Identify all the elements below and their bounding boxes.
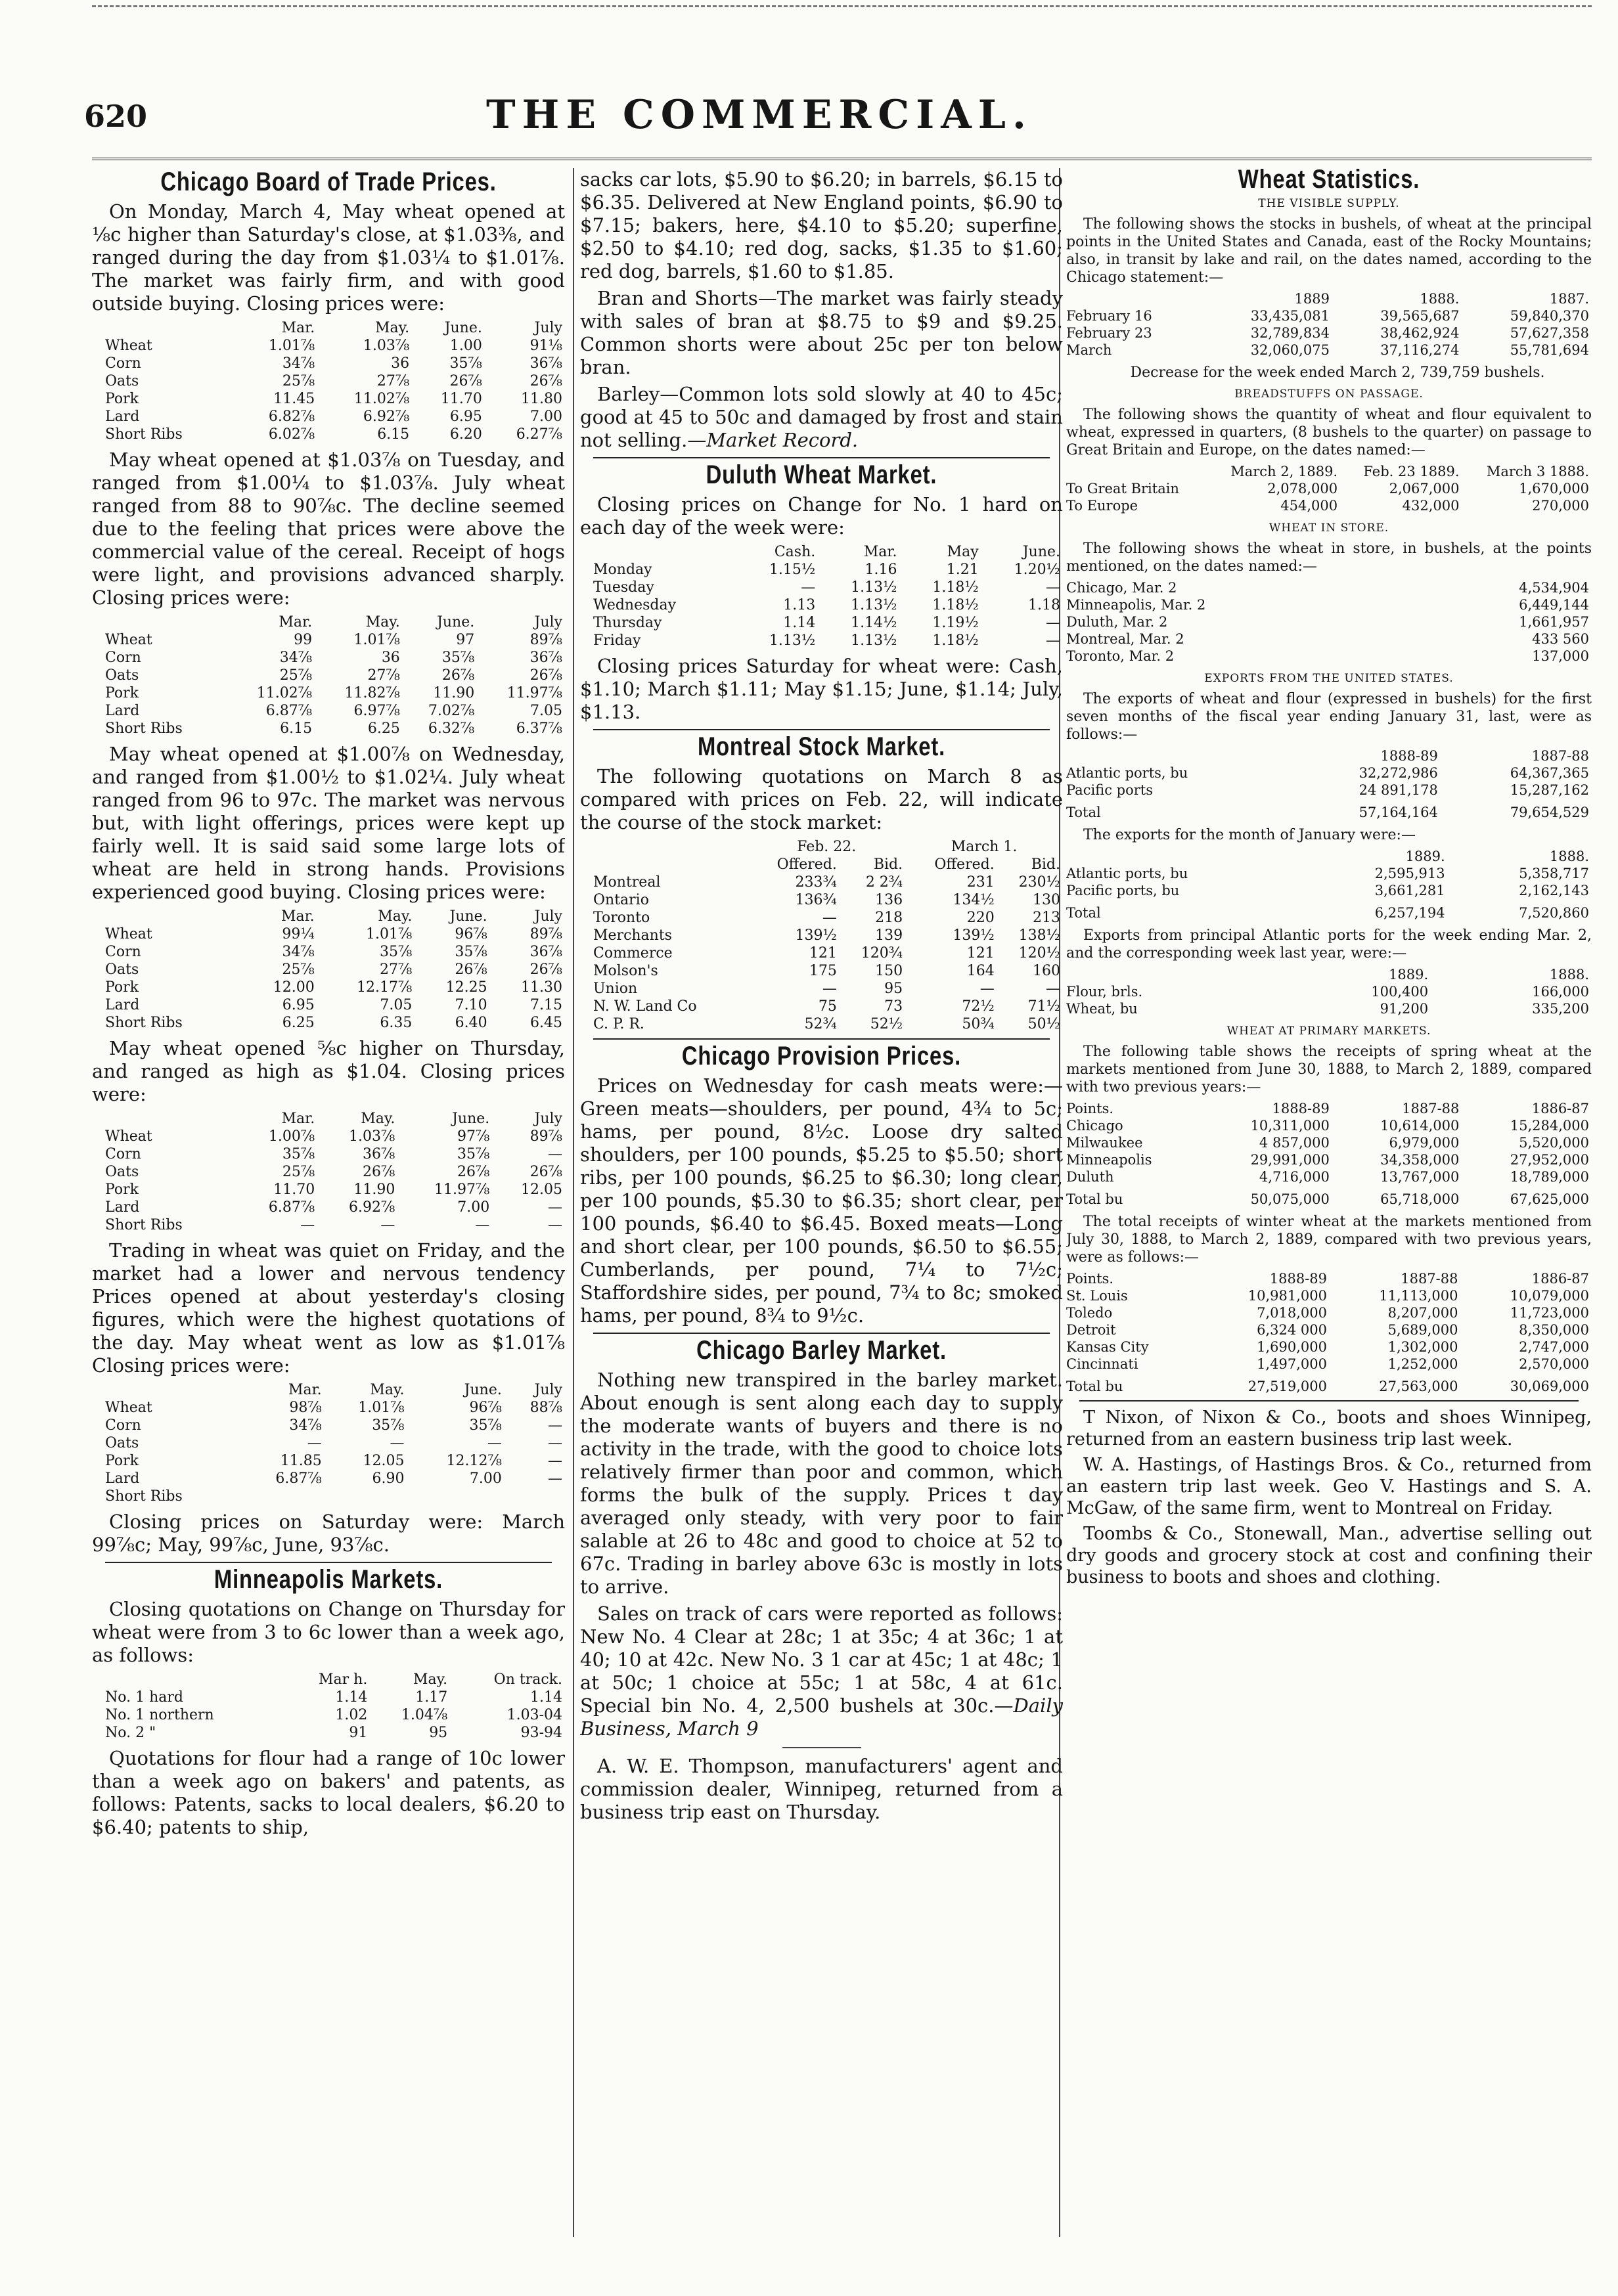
section-rule — [782, 1747, 861, 1748]
section-rule — [593, 457, 1050, 458]
spring-wheat-table: Points. 1888-89 1887-88 1886-87 Chicago 10,311,000 10,614,000 15,284,000 Milwaukee 4 857,000 6,979,000 5,520,000 Minneapolis 29,991,000 34,358,000 27,952,000 Duluth 4,716,000 13,767,000 18,789,000 Total bu 50,075,000 65,718,000 67,625,000 — [1066, 1100, 1592, 1208]
table-row: Pork 11.70 11.90 11.97⅞ 12.05 — [105, 1181, 562, 1198]
table-row: Cincinnati 1,497,000 1,252,000 2,570,000 — [1066, 1356, 1589, 1372]
table-row: Short Ribs 6.02⅞ 6.15 6.20 6.27⅞ — [105, 426, 562, 443]
table-row: Oats 25⅞ 26⅞ 26⅞ 26⅞ — [105, 1164, 562, 1180]
table-row: Minneapolis 29,991,000 34,358,000 27,952,000 — [1066, 1152, 1589, 1168]
table-row: Wheat 1.00⅞ 1.03⅞ 97⅞ 89⅞ — [105, 1128, 562, 1145]
paragraph: The following quotations on March 8 as compared with prices on Feb. 22, will indicate the course of the stock market: — [580, 765, 1063, 833]
table-row: Chicago, Mar. 2 4,534,904 — [1066, 580, 1589, 596]
table-row: To Great Britain 2,078,000 2,067,000 1,670,000 — [1066, 481, 1589, 497]
top-dashed-rule — [92, 5, 1592, 7]
table-row: Monday 1.15½ 1.16 1.21 1.20½ — [593, 562, 1060, 578]
paragraph: The following shows the stocks in bushels, of wheat at the principal points in the United States and Canada, east of the Rocky Mountains; also, in transit by lake and rail, on the dates named, according to the Chicago statement:— — [1066, 216, 1592, 286]
table-row: Lard 6.95 7.05 7.10 7.15 — [105, 997, 562, 1013]
column-divider — [573, 168, 574, 2237]
price-table-friday: Mar. May. June. July Wheat 98⅞ 1.01⅞ 96⅞ 88⅞ Corn 34⅞ 35⅞ 35⅞ — Oats — — — — Pork 11.85 12.05 12.12⅞ — Lard 6.87⅞ 6.90 7.00 — Short Ribs — [92, 1381, 565, 1505]
store-table — [1066, 579, 1592, 665]
table-row: Minneapolis, Mar. 2 6,449,144 — [1066, 597, 1589, 613]
masthead-title: THE COMMERCIAL. — [486, 92, 1033, 138]
headline-wheat-statistics: Wheat Statistics. — [1238, 168, 1420, 194]
paragraph: On Monday, March 4, May wheat opened at ⅛c higher than Saturday's close, at $1.03⅜, and ranged during the day from $1.03¼ to $1.01⅞. The market was fairly firm, and with good outside buying. Closing prices were: — [92, 200, 565, 315]
visible-supply-table: 1889 1888. 1887. February 16 33,435,081 39,565,687 59,840,370 February 23 32,789,834 38,462,924 57,627,358 March 32,060,075 37,116,274 55,781,694 — [1066, 290, 1592, 359]
paragraph: May wheat opened at $1.03⅞ on Tuesday, and ranged from $1.00¼ to $1.03⅞. July wheat ranged from 88 to 90⅞c. The decline seemed due to the feeling that prices were above the commercial value of the cereal. Receipt of hogs were light, and provisions advanced sharply. Closing prices were: — [92, 449, 565, 609]
subheading: WHEAT AT PRIMARY MARKETS. — [1226, 1025, 1431, 1038]
table-row: Toledo 7,018,000 8,207,000 11,723,000 — [1066, 1305, 1589, 1321]
headline-barley: Chicago Barley Market. — [696, 1336, 947, 1365]
table-row: February 23 32,789,834 38,462,924 57,627,358 — [1066, 325, 1589, 341]
section-rule — [593, 1333, 1050, 1334]
table-row: Wednesday 1.13 1.13½ 1.18½ 1.18 — [593, 597, 1060, 613]
paragraph: sacks car lots, $5.90 to $6.20; in barrels, $6.15 to $6.35. Delivered at New England points, $6.90 to $7.15; bakers, here, $4.10 to $5.20; superfine, $2.50 to $4.10; red dog, sacks, $1.35 to $1.60; red dog, barrels, $1.60 to $1.85. — [580, 168, 1063, 282]
page-number: 620 — [84, 99, 148, 134]
table-row: C. P. R. 52¾ 52½ 50¾ 50½ — [593, 1016, 1060, 1032]
table-row: Corn 35⅞ 36⅞ 35⅞ — — [105, 1146, 562, 1162]
paragraph: Bran and Shorts—The market was fairly steady with sales of bran at $8.75 to $9 and $9.25. Common shorts were about 25c per ton below bran. — [580, 287, 1063, 378]
paragraph: May wheat opened at $1.00⅞ on Wednesday, and ranged from $1.00½ to $1.02¼. July wheat ranged from 96 to 97c. The market was nervous but, with light offerings, prices were kept up fairly well. It is said said some large lots of wheat are held in strong hands. Provisions experienced good buying. Closing prices were: — [92, 743, 565, 903]
table-row: Chicago 10,311,000 10,614,000 15,284,000 — [1066, 1118, 1589, 1134]
table-row: N. W. Land Co 75 73 72½ 71½ — [593, 998, 1060, 1015]
subheading: THE VISIBLE SUPPLY. — [1258, 197, 1400, 210]
column-1 — [92, 168, 565, 1843]
subheading: BREADSTUFFS ON PASSAGE. — [1234, 387, 1424, 401]
table-row: Pork 11.85 12.05 12.12⅞ — — [105, 1453, 562, 1469]
news-item: W. A. Hastings, of Hastings Bros. & Co., returned from an eastern trip last week. Geo V. Hastings and S. A. McGaw, of the same firm, went to Montreal on Friday. — [1066, 1455, 1592, 1518]
exports-january-table: 1889. 1888. Atlantic ports, bu 2,595,913 5,358,717 Pacific ports, bu 3,661,281 2,162,143 Total 6,257,194 7,520,860 — [1066, 848, 1592, 921]
table-row: St. Louis 10,981,000 11,113,000 10,079,000 — [1066, 1288, 1589, 1304]
headline-chicago-board: Chicago Board of Trade Prices. — [160, 168, 497, 196]
table-row: Oats 25⅞ 27⅞ 26⅞ 26⅞ — [105, 961, 562, 978]
paragraph: Trading in wheat was quiet on Friday, and the market had a lower and nervous tendency Prices opened at about yesterday's closing figures, which were the highest quotations of the day. May wheat went as low as $1.01⅞ Closing prices were: — [92, 1239, 565, 1377]
table-total-row: Total 6,257,194 7,520,860 — [1066, 905, 1589, 921]
table-row: Oats 25⅞ 27⅞ 26⅞ 26⅞ — [105, 667, 562, 684]
section-rule — [105, 1562, 552, 1563]
paragraph: The following shows the wheat in store, in bushels, at the points mentioned, on the dates named:— — [1066, 541, 1592, 575]
table-row: Corn 34⅞ 35⅞ 35⅞ — — [105, 1417, 562, 1434]
passage-table: March 2, 1889. Feb. 23 1889. March 3 1888. To Great Britain 2,078,000 2,067,000 1,670,000 To Europe 454,000 432,000 270,000 — [1066, 463, 1592, 514]
paragraph: Exports from principal Atlantic ports for the week ending Mar. 2, and the corresponding week last year, were:— — [1066, 927, 1592, 961]
table-row: Kansas City 1,690,000 1,302,000 2,747,000 — [1066, 1339, 1589, 1355]
table-total-row: Total bu 27,519,000 27,563,000 30,069,000 — [1066, 1379, 1589, 1394]
table-row: Pacific ports 24 891,178 15,287,162 — [1066, 782, 1589, 798]
table-row: Atlantic ports, bu 2,595,913 5,358,717 — [1066, 866, 1589, 881]
price-table-thursday: Mar. May. June. July Wheat 1.00⅞ 1.03⅞ 97⅞ 89⅞ Corn 35⅞ 36⅞ 35⅞ — Oats 25⅞ 26⅞ 26⅞ 26⅞ Pork 11.70 11.90 11.97⅞ 12.05 Lard 6.87⅞ 6.92⅞ 7.00 — Short Ribs — — — — — [92, 1110, 565, 1234]
table-row: February 16 33,435,081 39,565,687 59,840,370 — [1066, 308, 1589, 324]
table-row: Merchants 139½ 139 139½ 138½ — [593, 927, 1060, 944]
price-table-wednesday: Mar. May. June. July Wheat 99¼ 1.01⅞ 96⅞ 89⅞ Corn 34⅞ 35⅞ 35⅞ 36⅞ Oats 25⅞ 27⅞ 26⅞ 26⅞ Pork 12.00 12.17⅞ 12.25 11.30 Lard 6.95 7.05 7.10 7.15 Short Ribs 6.25 6.35 6.40 6.45 — [92, 908, 565, 1032]
source-credit: —Market Record. — [687, 429, 859, 451]
news-item: Toombs & Co., Stonewall, Man., advertise selling out dry goods and grocery stock at cost and confining their business to boots and shoes and clothing. — [1066, 1524, 1592, 1587]
table-row: Oats 25⅞ 27⅞ 26⅞ 26⅞ — [105, 373, 562, 389]
price-table-monday: Mar. May. June. July Wheat 1.01⅞ 1.03⅞ 1.00 91⅛ Corn 34⅞ 36 35⅞ 36⅞ Oats 25⅞ 27⅞ 26⅞ 26⅞ Pork 11.45 11.02⅞ 11.70 11.80 Lard 6.82⅞ 6.92⅞ 6.95 7.00 Short Ribs 6.02⅞ 6.15 6.20 6.27⅞ — [92, 319, 565, 443]
table-row: Friday 1.13½ 1.13½ 1.18½ — — [593, 632, 1060, 649]
table-row: Milwaukee 4 857,000 6,979,000 5,520,000 — [1066, 1135, 1589, 1151]
table-row: Lard 6.82⅞ 6.92⅞ 6.95 7.00 — [105, 408, 562, 425]
table-row: March 32,060,075 37,116,274 55,781,694 — [1066, 342, 1589, 358]
price-table-tuesday: Mar. May. June. July Wheat 99 1.01⅞ 97 89⅞ Corn 34⅞ 36 35⅞ 36⅞ Oats 25⅞ 27⅞ 26⅞ 26⅞ Pork 11.02⅞ 11.82⅞ 11.90 11.97⅞ Lard 6.87⅞ 6.97⅞ 7.02⅞ 7.05 Short Ribs 6.15 6.25 6.32⅞ 6.37⅞ — [92, 613, 565, 738]
table-row: Short Ribs 6.15 6.25 6.32⅞ 6.37⅞ — [105, 720, 562, 737]
table-row: Lard 6.87⅞ 6.90 7.00 — — [105, 1470, 562, 1487]
masthead-rule — [92, 158, 1592, 160]
table-row: No. 2 " 91 95 93-94 — [105, 1725, 562, 1741]
table-row: Detroit 6,324 000 5,689,000 8,350,000 — [1066, 1322, 1589, 1338]
table-row: Commerce 121 120¾ 121 120½ — [593, 945, 1060, 961]
table-row: Atlantic ports, bu 32,272,986 64,367,365 — [1066, 765, 1589, 781]
table-row: Wheat, bu 91,200 335,200 — [1066, 1001, 1589, 1017]
table-row: Montreal 233¾ 2 2¾ 231 230½ — [593, 874, 1060, 891]
table-row: Union — 95 — — — [593, 981, 1060, 997]
headline-minneapolis: Minneapolis Markets. — [213, 1565, 443, 1594]
news-item: T Nixon, of Nixon & Co., boots and shoes Winnipeg, returned from an eastern business trip last week. — [1066, 1407, 1592, 1449]
table-row: Wheat 99¼ 1.01⅞ 96⅞ 89⅞ — [105, 926, 562, 942]
paragraph: Prices on Wednesday for cash meats were:—Green meats—shoulders, per pound, 4¾ to 5c; hams, per pound, 8½c. Loose dry salted shoulders, per 100 pounds, $5.25 to $5.50; short ribs, per 100 pounds, $6.25 to $6.30; long clear, per 100 pounds, $5.30 to $6.35; short clear, per 100 pounds, $6.40 to $6.45. Boxed meats—Long and short clear, per 100 pounds, $6.50 to $6.55; Cumberlands, per pound, 7¼ to 7½c; Staffordshire sides, per pound, 7¾ to 8c; smoked hams, per pound, 8¾ to 9½c. — [580, 1074, 1063, 1327]
column-3 — [1066, 168, 1592, 1592]
paragraph: The exports of wheat and flour (expressed in bushels) for the first seven months of the fiscal year ending January 31, last, were as follows:— — [1066, 691, 1592, 743]
source-credit: —Daily Business, March 9 — [580, 1694, 1063, 1740]
paragraph: Quotations for flour had a range of 10c lower than a week ago on bakers' and patents, as follows: Patents, sacks to local dealers, $6.20 to $6.40; patents to ship, — [92, 1747, 565, 1838]
headline-duluth: Duluth Wheat Market. — [706, 460, 937, 489]
table-row: Short Ribs 6.25 6.35 6.40 6.45 — [105, 1015, 562, 1031]
table-row: Toronto, Mar. 2 137,000 — [1066, 648, 1589, 664]
table-row: Thursday 1.14 1.14½ 1.19½ — — [593, 615, 1060, 631]
paragraph: The total receipts of winter wheat at the markets mentioned from July 30, 1888, to March 2, 1889, compared with two previous years, were as follows:— — [1066, 1214, 1592, 1266]
table-row: To Europe 454,000 432,000 270,000 — [1066, 498, 1589, 514]
table-row: Duluth 4,716,000 13,767,000 18,789,000 — [1066, 1169, 1589, 1185]
subheading: EXPORTS FROM THE UNITED STATES. — [1204, 672, 1454, 685]
table-row: Montreal, Mar. 2 433 560 — [1066, 631, 1589, 647]
paragraph: Nothing new transpired in the barley market. About enough is sent along each day to supply the moderate wants of buyers and there is no activity in the trade, with the good to choice lots relatively firmer than poor and common, which forms the bulk of the supply. Prices t day averaged only steady, with very poor to fair salable at 26 to 48c and good to choice at 52 to 67c. Trading in barley above 63c is mostly in lots to arrive. — [580, 1369, 1063, 1598]
paragraph: Sales on track of cars were reported as follows: New No. 4 Clear at 28c; 1 at 35c; 4 at 36c; 1 at 40; 10 at 42c. New No. 3 1 car at 45c; 1 at 48c; 1 at 50c; 1 choice at 55c; 1 at 58c, 4 at 61c. Special bin No. 4, 2,500 bushels at 30c.—Daily Business, March 9 — [580, 1602, 1063, 1740]
table-total-row: Total bu 50,075,000 65,718,000 67,625,000 — [1066, 1191, 1589, 1207]
minneapolis-table: Mar h. May. On track. No. 1 hard 1.14 1.17 1.14 No. 1 northern 1.02 1.04⅞ 1.03-04 No. 2 " 91 95 93-94 — [92, 1671, 565, 1742]
paragraph: May wheat opened ⅝c higher on Thursday, and ranged as high as $1.04. Closing prices were: — [92, 1037, 565, 1105]
table-total-row: Total 57,164,164 79,654,529 — [1066, 805, 1589, 820]
table-row: No. 1 hard 1.14 1.17 1.14 — [105, 1689, 562, 1706]
paragraph: Decrease for the week ended March 2, 739,759 bushels. — [1130, 364, 1545, 381]
subheading: WHEAT IN STORE. — [1269, 521, 1389, 535]
exports-week-table: 1889. 1888. Flour, brls. 100,400 166,000 Wheat, bu 91,200 335,200 — [1066, 966, 1592, 1017]
table-row: Pork 11.02⅞ 11.82⅞ 11.90 11.97⅞ — [105, 685, 562, 701]
paragraph: The following shows the quantity of wheat and flour equivalent to wheat, expressed in quarters, (8 bushels to the quarter) on passage to Great Britain and Europe, on the dates named:— — [1066, 407, 1592, 458]
table-row: Pork 11.45 11.02⅞ 11.70 11.80 — [105, 391, 562, 407]
table-row: Oats — — — — — [105, 1435, 562, 1451]
section-rule — [593, 1038, 1050, 1040]
column-2 — [580, 168, 1063, 1828]
headline-montreal: Montreal Stock Market. — [697, 732, 946, 761]
paragraph: Barley—Common lots sold slowly at 40 to 45c; good at 45 to 50c and damaged by frost and stain not selling.—Market Record. — [580, 383, 1063, 451]
paragraph: Closing prices on Saturday were: March 99⅞c; May, 99⅞c, June, 93⅞c. — [92, 1511, 565, 1556]
exports-seven-months-table: 1888-89 1887-88 Atlantic ports, bu 32,272,986 64,367,365 Pacific ports 24 891,178 15,287,162 Total 57,164,164 79,654,529 — [1066, 747, 1592, 821]
table-row: Lard 6.87⅞ 6.92⅞ 7.00 — — [105, 1199, 562, 1216]
paragraph: Closing prices Saturday for wheat were: Cash, $1.10; March $1.11; May $1.15; June, $1.14; July, $1.13. — [580, 655, 1063, 723]
table-row: Corn 34⅞ 35⅞ 35⅞ 36⅞ — [105, 944, 562, 960]
paragraph: The exports for the month of January were:— — [1083, 827, 1416, 843]
table-row: Corn 34⅞ 36 35⅞ 36⅞ — [105, 650, 562, 666]
table-row: Wheat 1.01⅞ 1.03⅞ 1.00 91⅛ — [105, 338, 562, 354]
paragraph: Closing prices on Change for No. 1 hard on each day of the week were: — [580, 493, 1063, 539]
table-row: Toronto — 218 220 213 — [593, 910, 1060, 926]
table-row: Duluth, Mar. 2 1,661,957 — [1066, 614, 1589, 630]
table-row: Molson's 175 150 164 160 — [593, 963, 1060, 979]
montreal-stock-table: Feb. 22. March 1. Offered. Bid. Offered. Bid. Montreal 233¾ 2 2¾ 231 230½ Ontario 136¾ 136 134½ 130 Toronto — 218 220 213 Merchants 139½ 139 139½ 138½ Commerce 121 120¾ 121 120½ Molson's 175 150 164 160 Union — 95 — — N. W. Land Co 75 73 72½ 71½ C. P. R. 52¾ 52½ 50¾ 50½ — [580, 838, 1063, 1033]
table-row: Short Ribs — — — — — [105, 1217, 562, 1233]
table-row: Flour, brls. 100,400 166,000 — [1066, 984, 1589, 1000]
paragraph: The following table shows the receipts of spring wheat at the markets mentioned from June 30, 1888, to March 2, 1889, compared with two previous years:— — [1066, 1044, 1592, 1095]
headline-provision: Chicago Provision Prices. — [681, 1042, 962, 1071]
table-row: Short Ribs — [105, 1488, 183, 1505]
winter-wheat-table: Points. 1888-89 1887-88 1886-87 St. Louis 10,981,000 11,113,000 10,079,000 Toledo 7,018,000 8,207,000 11,723,000 Detroit 6,324 000 5,689,000 8,350,000 Kansas City 1,690,000 1,302,000 2,747,000 Cincinnati 1,497,000 1,252,000 2,570,000 Total bu 27,519,000 27,563,000 30,069,000 — [1066, 1270, 1592, 1395]
table-row: Corn 34⅞ 36 35⅞ 36⅞ — [105, 355, 562, 372]
table-row: Wheat 99 1.01⅞ 97 89⅞ — [105, 632, 562, 648]
paragraph: Closing quotations on Change on Thursday for wheat were from 3 to 6c lower than a week ago, as follows: — [92, 1598, 565, 1666]
table-row: Pacific ports, bu 3,661,281 2,162,143 — [1066, 883, 1589, 898]
duluth-table: Cash. Mar. May June. Monday 1.15½ 1.16 1.21 1.20½ Tuesday — 1.13½ 1.18½ — Wednesday 1.13 1.13½ 1.18½ 1.18 Thursday 1.14 1.14½ 1.19½ — Friday 1.13½ 1.13½ 1.18½ — — [580, 543, 1063, 650]
table-row: Wheat 98⅞ 1.01⅞ 96⅞ 88⅞ — [105, 1400, 562, 1416]
table-row: Lard 6.87⅞ 6.97⅞ 7.02⅞ 7.05 — [105, 703, 562, 719]
table-row: Ontario 136¾ 136 134½ 130 — [593, 892, 1060, 908]
table-row: Pork 12.00 12.17⅞ 12.25 11.30 — [105, 979, 562, 996]
section-rule — [1079, 1400, 1579, 1402]
table-row: No. 1 northern 1.02 1.04⅞ 1.03-04 — [105, 1707, 562, 1723]
table-row: Tuesday — 1.13½ 1.18½ — — [593, 579, 1060, 596]
section-rule — [593, 729, 1050, 730]
paragraph: A. W. E. Thompson, manufacturers' agent and commission dealer, Winnipeg, returned from a business trip east on Thursday. — [580, 1755, 1063, 1823]
